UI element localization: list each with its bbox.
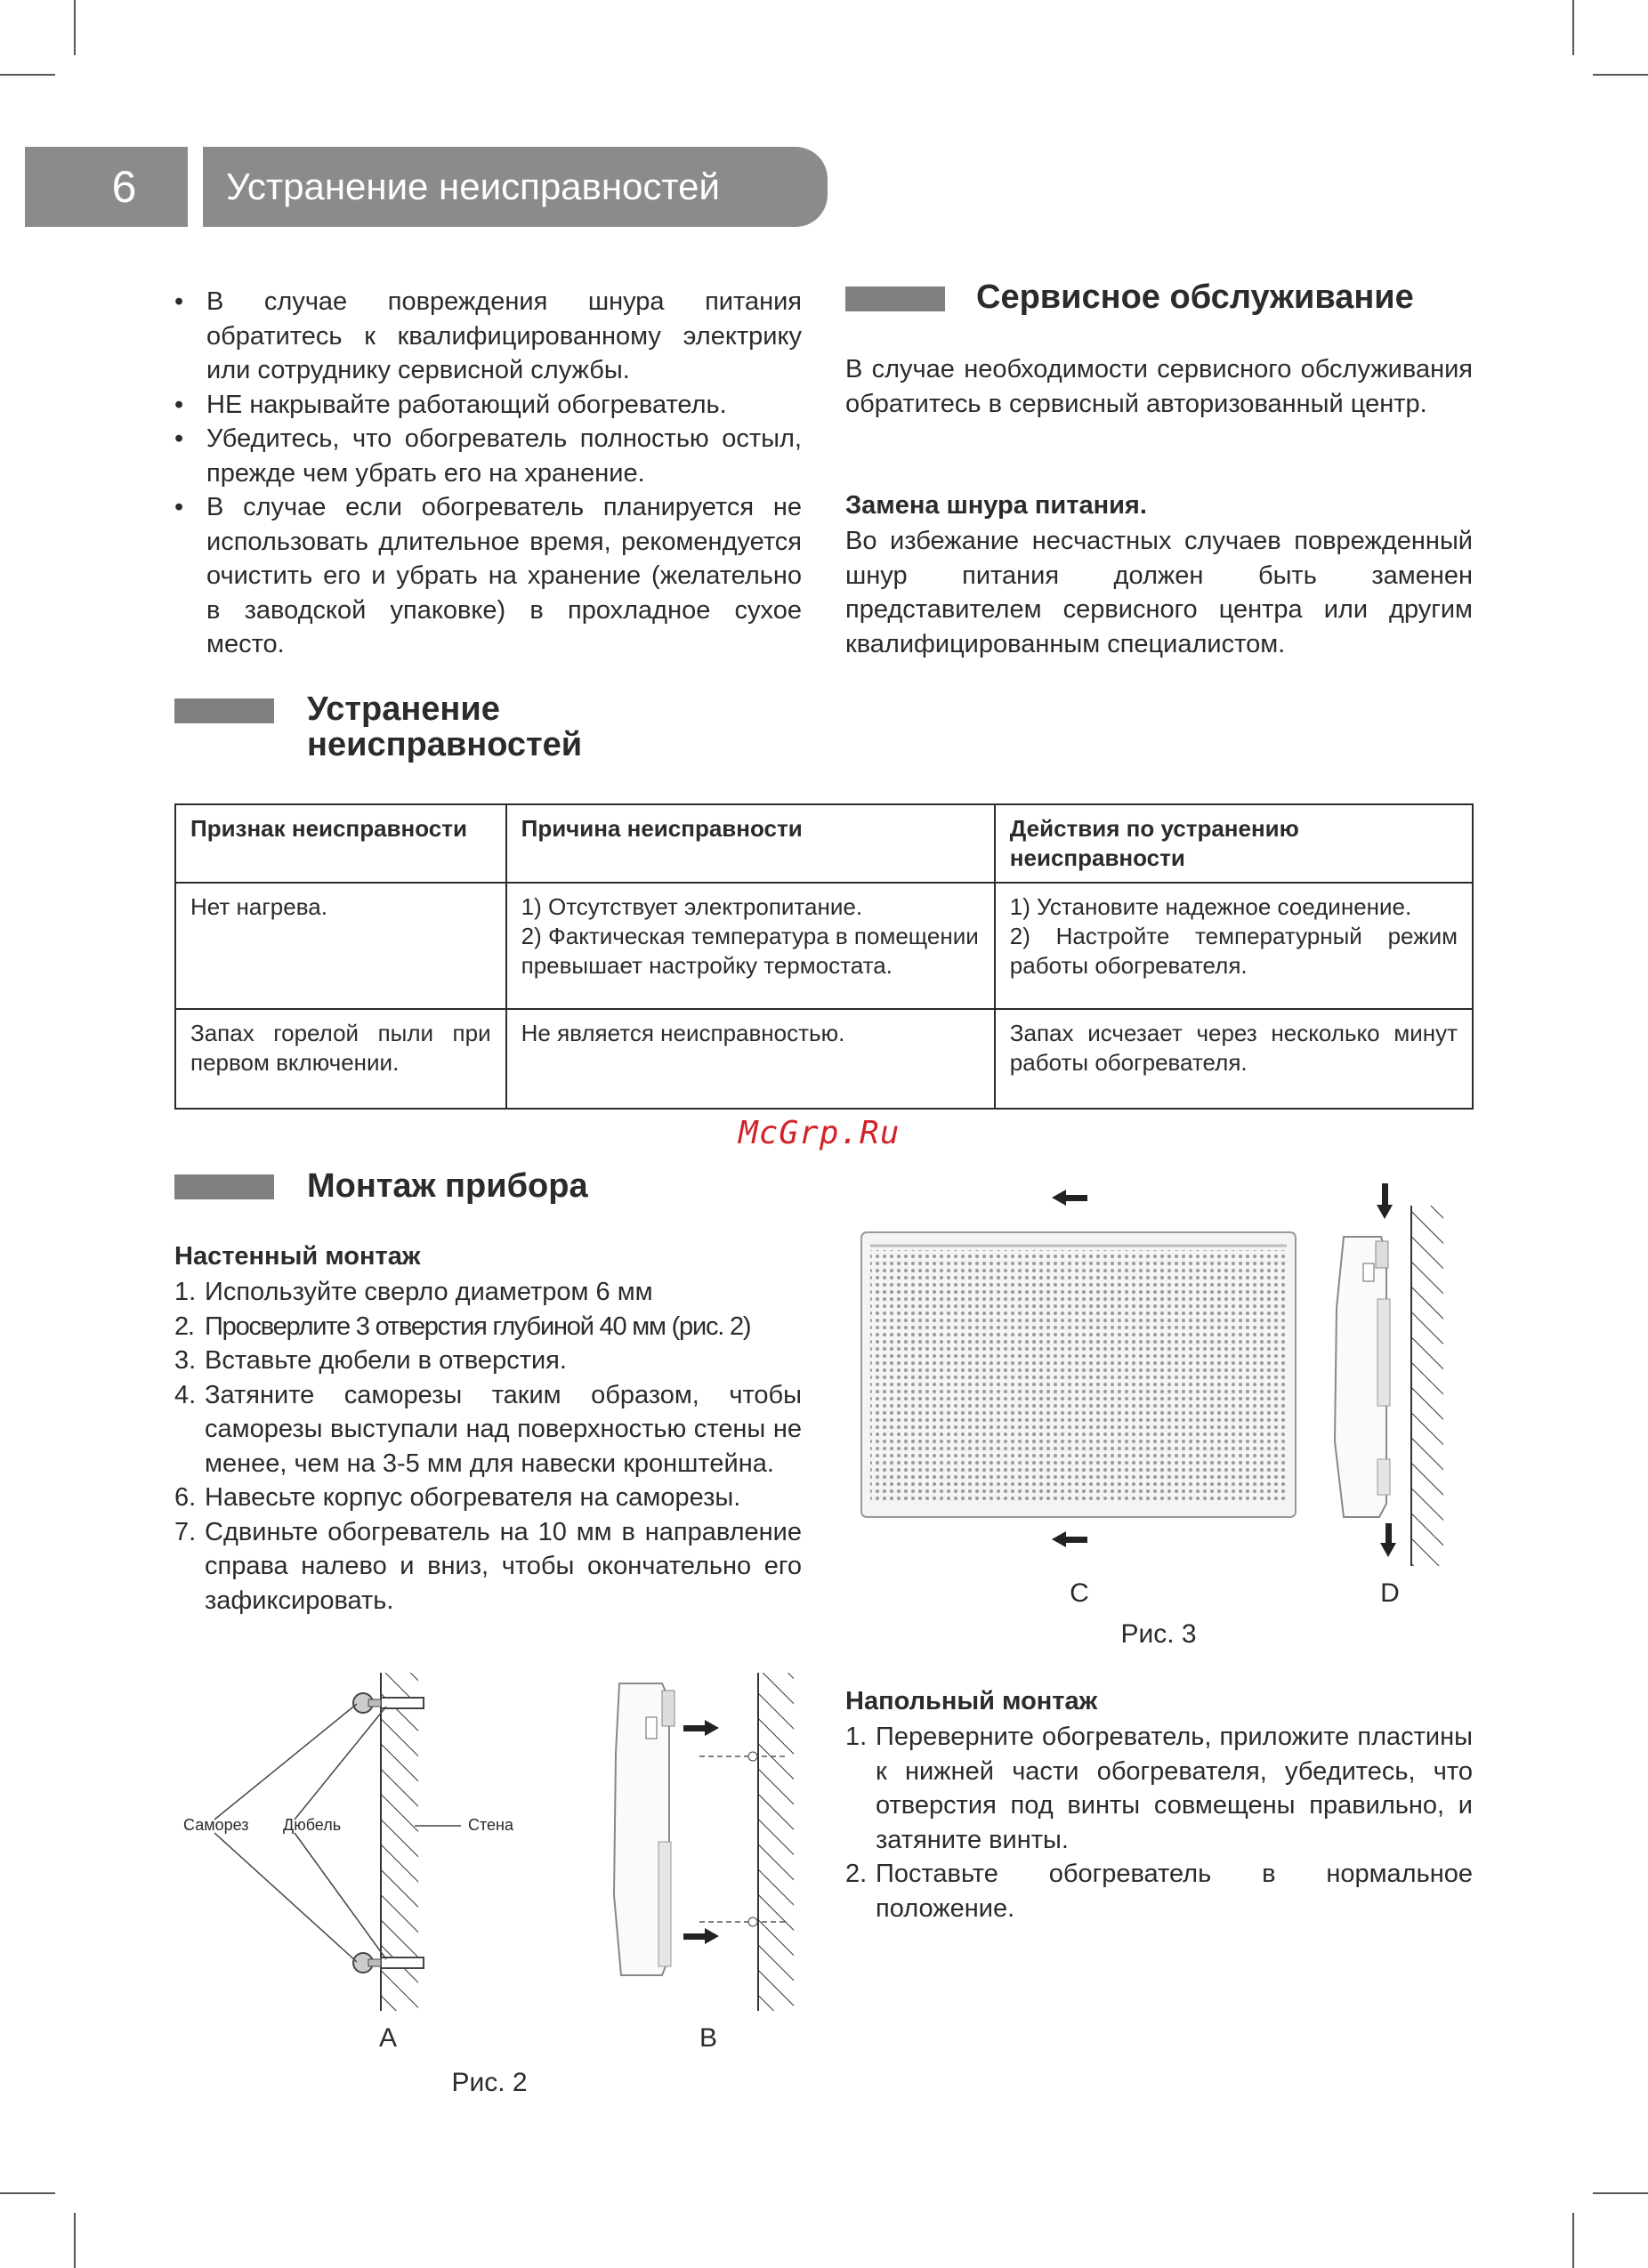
service-heading: Сервисное обслуживание [976, 278, 1414, 316]
arrow-left-icon [1052, 1531, 1087, 1547]
column-header: Признак неисправности [175, 804, 506, 883]
label-wall: Стена [468, 1816, 514, 1834]
section-bar [174, 1174, 274, 1199]
step-text: Сдвиньте обогреватель на 10 мм в направление справа налево и вниз, чтобы окончательно его зафиксировать. [205, 1517, 802, 1615]
list-item [174, 1310, 802, 1344]
wall-mount-steps [174, 1275, 802, 1618]
page-number: 6 [25, 147, 188, 227]
list-item [174, 1378, 802, 1481]
column-header: Действия по устранению неисправности [995, 804, 1473, 883]
list-item [174, 1481, 802, 1515]
table-cell: 1) Установите надежное соединение. 2) Настройте температурный режим работы обогревателя. [995, 883, 1473, 1009]
step-number: 1. [845, 1723, 868, 1751]
wall-section-b [699, 1673, 794, 2011]
arrow-left-icon [1052, 1190, 1087, 1206]
heading-line: Устранение [307, 690, 500, 728]
figure-caption: Рис. 2 [451, 2068, 528, 2097]
heater-side-view [1335, 1237, 1390, 1517]
chapter-title: Устранение неисправностей [203, 147, 828, 227]
label-dowel: Дюбель [283, 1816, 342, 1834]
list-item [845, 1857, 1473, 1925]
step-text: Поставьте обогреватель в нормальное положение. [876, 1860, 1473, 1923]
step-number: 2. [174, 1312, 194, 1341]
column-header: Причина неисправности [506, 804, 995, 883]
arrow-down-icon [1377, 1183, 1393, 1219]
step-text: Просверлите 3 отверстия глубиной 40 мм (рис. 2) [205, 1312, 751, 1341]
crop-mark [74, 2213, 76, 2268]
figure-2 [174, 1664, 815, 2100]
step-number: 7. [174, 1517, 197, 1546]
figure-caption: Рис. 3 [1120, 1619, 1197, 1646]
figure-label-c: C [1070, 1578, 1089, 1608]
troubleshooting-table [174, 803, 1474, 1110]
cord-heading: Замена шнура питания. [845, 491, 1147, 520]
care-bullet-list [174, 285, 802, 662]
label-screw: Саморез [183, 1816, 249, 1834]
table-cell: Нет нагрева. [175, 883, 506, 1009]
list-item: • В случае повреждения шнура питания обратитесь к квалифицированному электрику или сотруднику сервисной службы. [174, 285, 802, 388]
floor-mount-steps [845, 1720, 1473, 1925]
list-item [174, 1515, 802, 1618]
crop-mark [1572, 0, 1574, 55]
service-text: В случае необходимости сервисного обслуживания обратитесь в сервисный авторизованный центр. [845, 355, 1473, 418]
crop-mark [0, 2192, 55, 2194]
crop-mark [74, 0, 76, 55]
list-item [174, 1275, 802, 1310]
step-text: Используйте сверло диаметром 6 мм [205, 1278, 653, 1306]
list-item: • НЕ накрывайте работающий обогреватель. [174, 388, 802, 423]
list-item: • Убедитесь, что обогреватель полностью остыл, прежде чем убрать его на хранение. [174, 422, 802, 490]
step-text: Переверните обогреватель, приложите пластины к нижней части обогревателя, убедитесь, что отверстия под винты совмещены правильно, и затяните винты. [876, 1723, 1473, 1854]
arrow-down-icon [1380, 1523, 1396, 1557]
figure-label-d: D [1380, 1578, 1400, 1608]
mounting-heading: Монтаж прибора [307, 1167, 588, 1205]
list-item [845, 1720, 1473, 1857]
step-number: 1. [174, 1278, 197, 1306]
step-number: 2. [845, 1860, 868, 1888]
floor-mount-heading: Напольный монтаж [845, 1687, 1098, 1715]
list-item: • В случае если обогреватель планируется не использовать длительное время, рекомендуется очистить его и убрать на хранение (желательно в заводской упаковке) в прохладное сухое место. [174, 490, 802, 662]
step-number: 4. [174, 1380, 197, 1409]
figure-3 [845, 1174, 1470, 1646]
wall-mount-heading: Настенный монтаж [174, 1242, 421, 1271]
step-text: Навесьте корпус обогревателя на саморезы. [205, 1483, 741, 1512]
table-row [175, 1009, 1473, 1109]
list-item [174, 1344, 802, 1378]
table-cell: Не является неисправностью. [506, 1009, 995, 1109]
crop-mark [1593, 2192, 1648, 2194]
step-number: 3. [174, 1346, 197, 1375]
heater-front-view [861, 1232, 1296, 1517]
section-bar [845, 287, 945, 311]
wall [1411, 1206, 1443, 1566]
table-row [175, 883, 1473, 1009]
step-number: 6. [174, 1483, 197, 1512]
figure-label-b: B [699, 2023, 718, 2053]
step-text: Вставьте дюбели в отверстия. [205, 1346, 567, 1375]
heater-side-view [614, 1683, 675, 1975]
cord-text: Во избежание несчастных случаев поврежденный шнур питания должен быть заменен представителем сервисного центра или другим квалифицированным специалистом. [845, 527, 1473, 658]
section-bar [174, 698, 274, 723]
table-cell: Запах горелой пыли при первом включении. [175, 1009, 506, 1109]
watermark: McGrp.Ru [739, 1115, 901, 1151]
table-cell: Запах исчезает через несколько минут работы обогревателя. [995, 1009, 1473, 1109]
table-cell: 1) Отсутствует электропитание. 2) Фактическая температура в помещении превышает настройку термостата. [506, 883, 995, 1009]
crop-mark [1572, 2213, 1574, 2268]
arrow-right-icon [683, 1720, 719, 1736]
arrow-right-icon [683, 1928, 719, 1944]
crop-mark [0, 74, 55, 76]
step-text: Затяните саморезы таким образом, чтобы саморезы выступали над поверхностью стены не менее, чем на 3-5 мм для навески кронштейна. [205, 1380, 802, 1478]
figure-label-a: A [378, 2023, 398, 2053]
table-header-row [175, 804, 1473, 883]
troubleshooting-heading [307, 691, 582, 763]
heading-line: неисправностей [307, 726, 583, 763]
crop-mark [1593, 74, 1648, 76]
